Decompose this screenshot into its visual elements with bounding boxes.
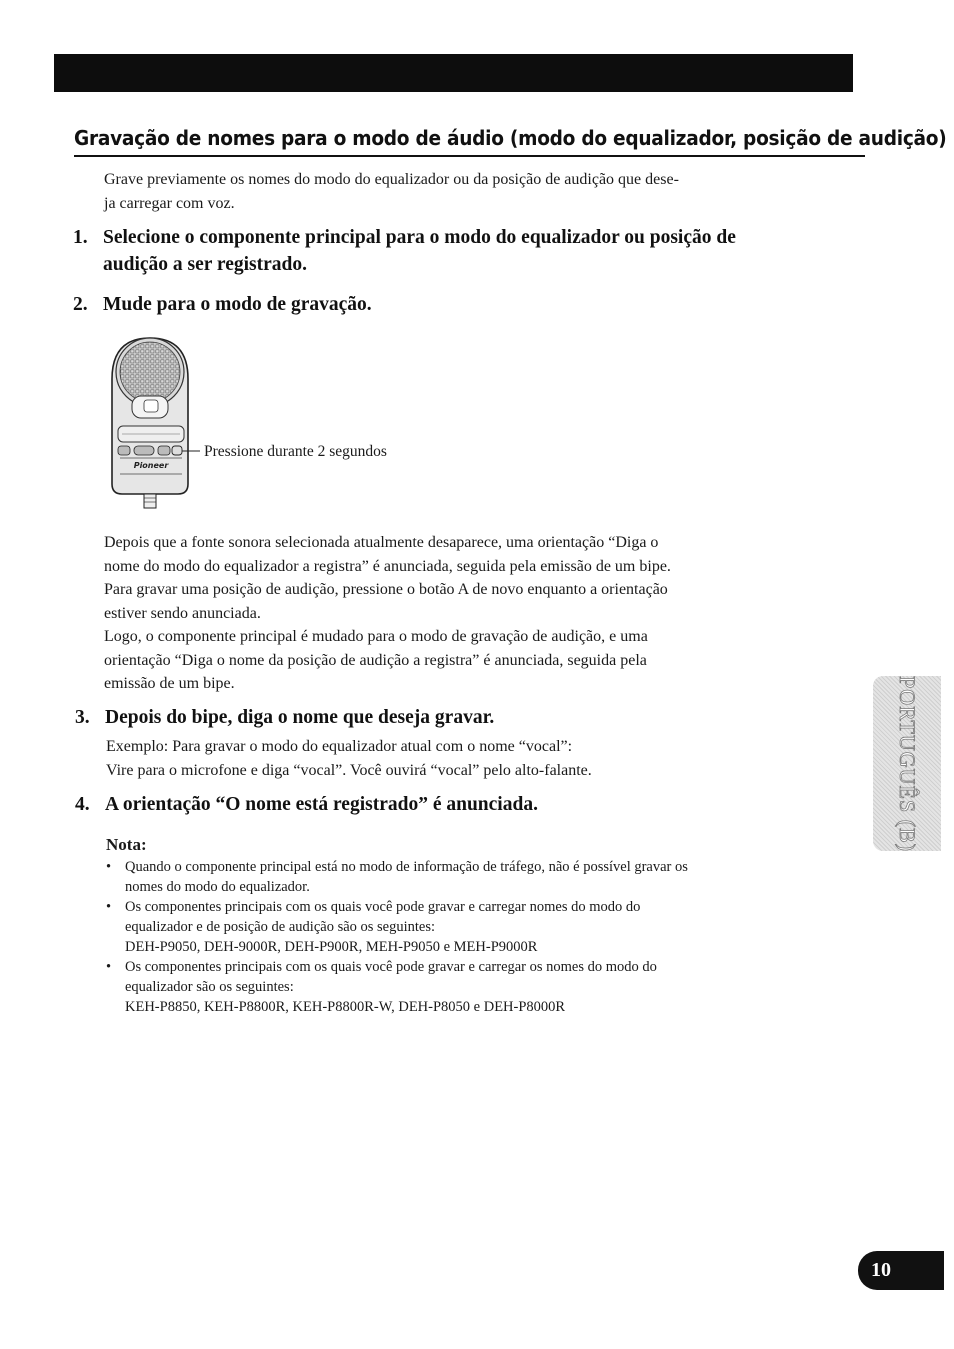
page-number: 10 <box>858 1251 944 1290</box>
title-underline <box>74 155 865 157</box>
note-item: • Quando o componente principal está no modo de informação de tráfego, não é possível gravar os nomes do modo do equalizador. <box>106 859 688 895</box>
page-title: Gravação de nomes para o modo de áudio (modo do equalizador, posição de audição) <box>74 126 947 150</box>
step-text: Mude para o modo de gravação. <box>103 294 372 315</box>
step-number: 3. <box>75 707 90 728</box>
step-text: Depois do bipe, diga o nome que deseja gravar. <box>105 707 495 728</box>
step-text: A orientação “O nome está registrado” é anunciada. <box>105 794 538 815</box>
header-bar <box>54 54 853 92</box>
language-tab-label: PORTUGUÊS (B) <box>895 675 920 852</box>
microphone-remote-illustration <box>100 334 210 514</box>
bullet-icon: • <box>106 959 112 975</box>
bullet-icon: • <box>106 899 112 915</box>
figure-caption: Pressione durante 2 segundos <box>204 443 387 460</box>
step-number: 4. <box>75 794 90 815</box>
intro-paragraph: Grave previamente os nomes do modo do equalizador ou da posição de audição que dese- ja carregar com voz. <box>104 171 679 212</box>
step-2 <box>73 291 853 318</box>
step-number: 2. <box>73 294 88 315</box>
step-4 <box>75 791 855 818</box>
note-item: • Os componentes principais com os quais você pode gravar e carregar os nomes do modo do equalizador são os seguintes: KEH-P8850, KEH-P8800R, KEH-P8800R-W, DEH-P8050 e DEH-P8000R <box>106 959 657 1015</box>
note-heading: Nota: <box>106 835 147 854</box>
bullet-icon: • <box>106 859 112 875</box>
note-list <box>106 857 826 1017</box>
language-tab <box>873 676 941 851</box>
step-3 <box>75 704 855 731</box>
note-item: • Os componentes principais com os quais você pode gravar e carregar nomes do modo do equalizador e de posição de audição são os seguintes: DEH-P9050, DEH-9000R, DEH-P900R, MEH-P9050 e MEH-P9000R <box>106 899 641 955</box>
step-1 <box>73 224 853 278</box>
example-paragraph: Exemplo: Para gravar o modo do equalizador atual com o nome “vocal”: Vire para o microfone e diga “vocal”. Você ouvirá “vocal” pelo alto-falante. <box>106 738 592 779</box>
brand-label: Pioneer <box>133 461 169 470</box>
body-paragraph: Depois que a fonte sonora selecionada atualmente desaparece, uma orientação “Diga o nome do modo do equalizador a registra” é anunciada, seguida pela emissão de um bipe. Para gravar uma posição de audição, pressione o botão A de novo enquanto a orientação estiver sendo anunciada. Logo, o componente principal é mudado para o modo de gravação de audição, e uma orientação “Diga o nome da posição de audição a registra” é anunciada, seguida pela emissão de um bipe. <box>104 534 671 692</box>
step-text: Selecione o componente principal para o modo do equalizador ou posição de audição a ser registrado. <box>103 227 736 275</box>
step-number: 1. <box>73 227 88 248</box>
